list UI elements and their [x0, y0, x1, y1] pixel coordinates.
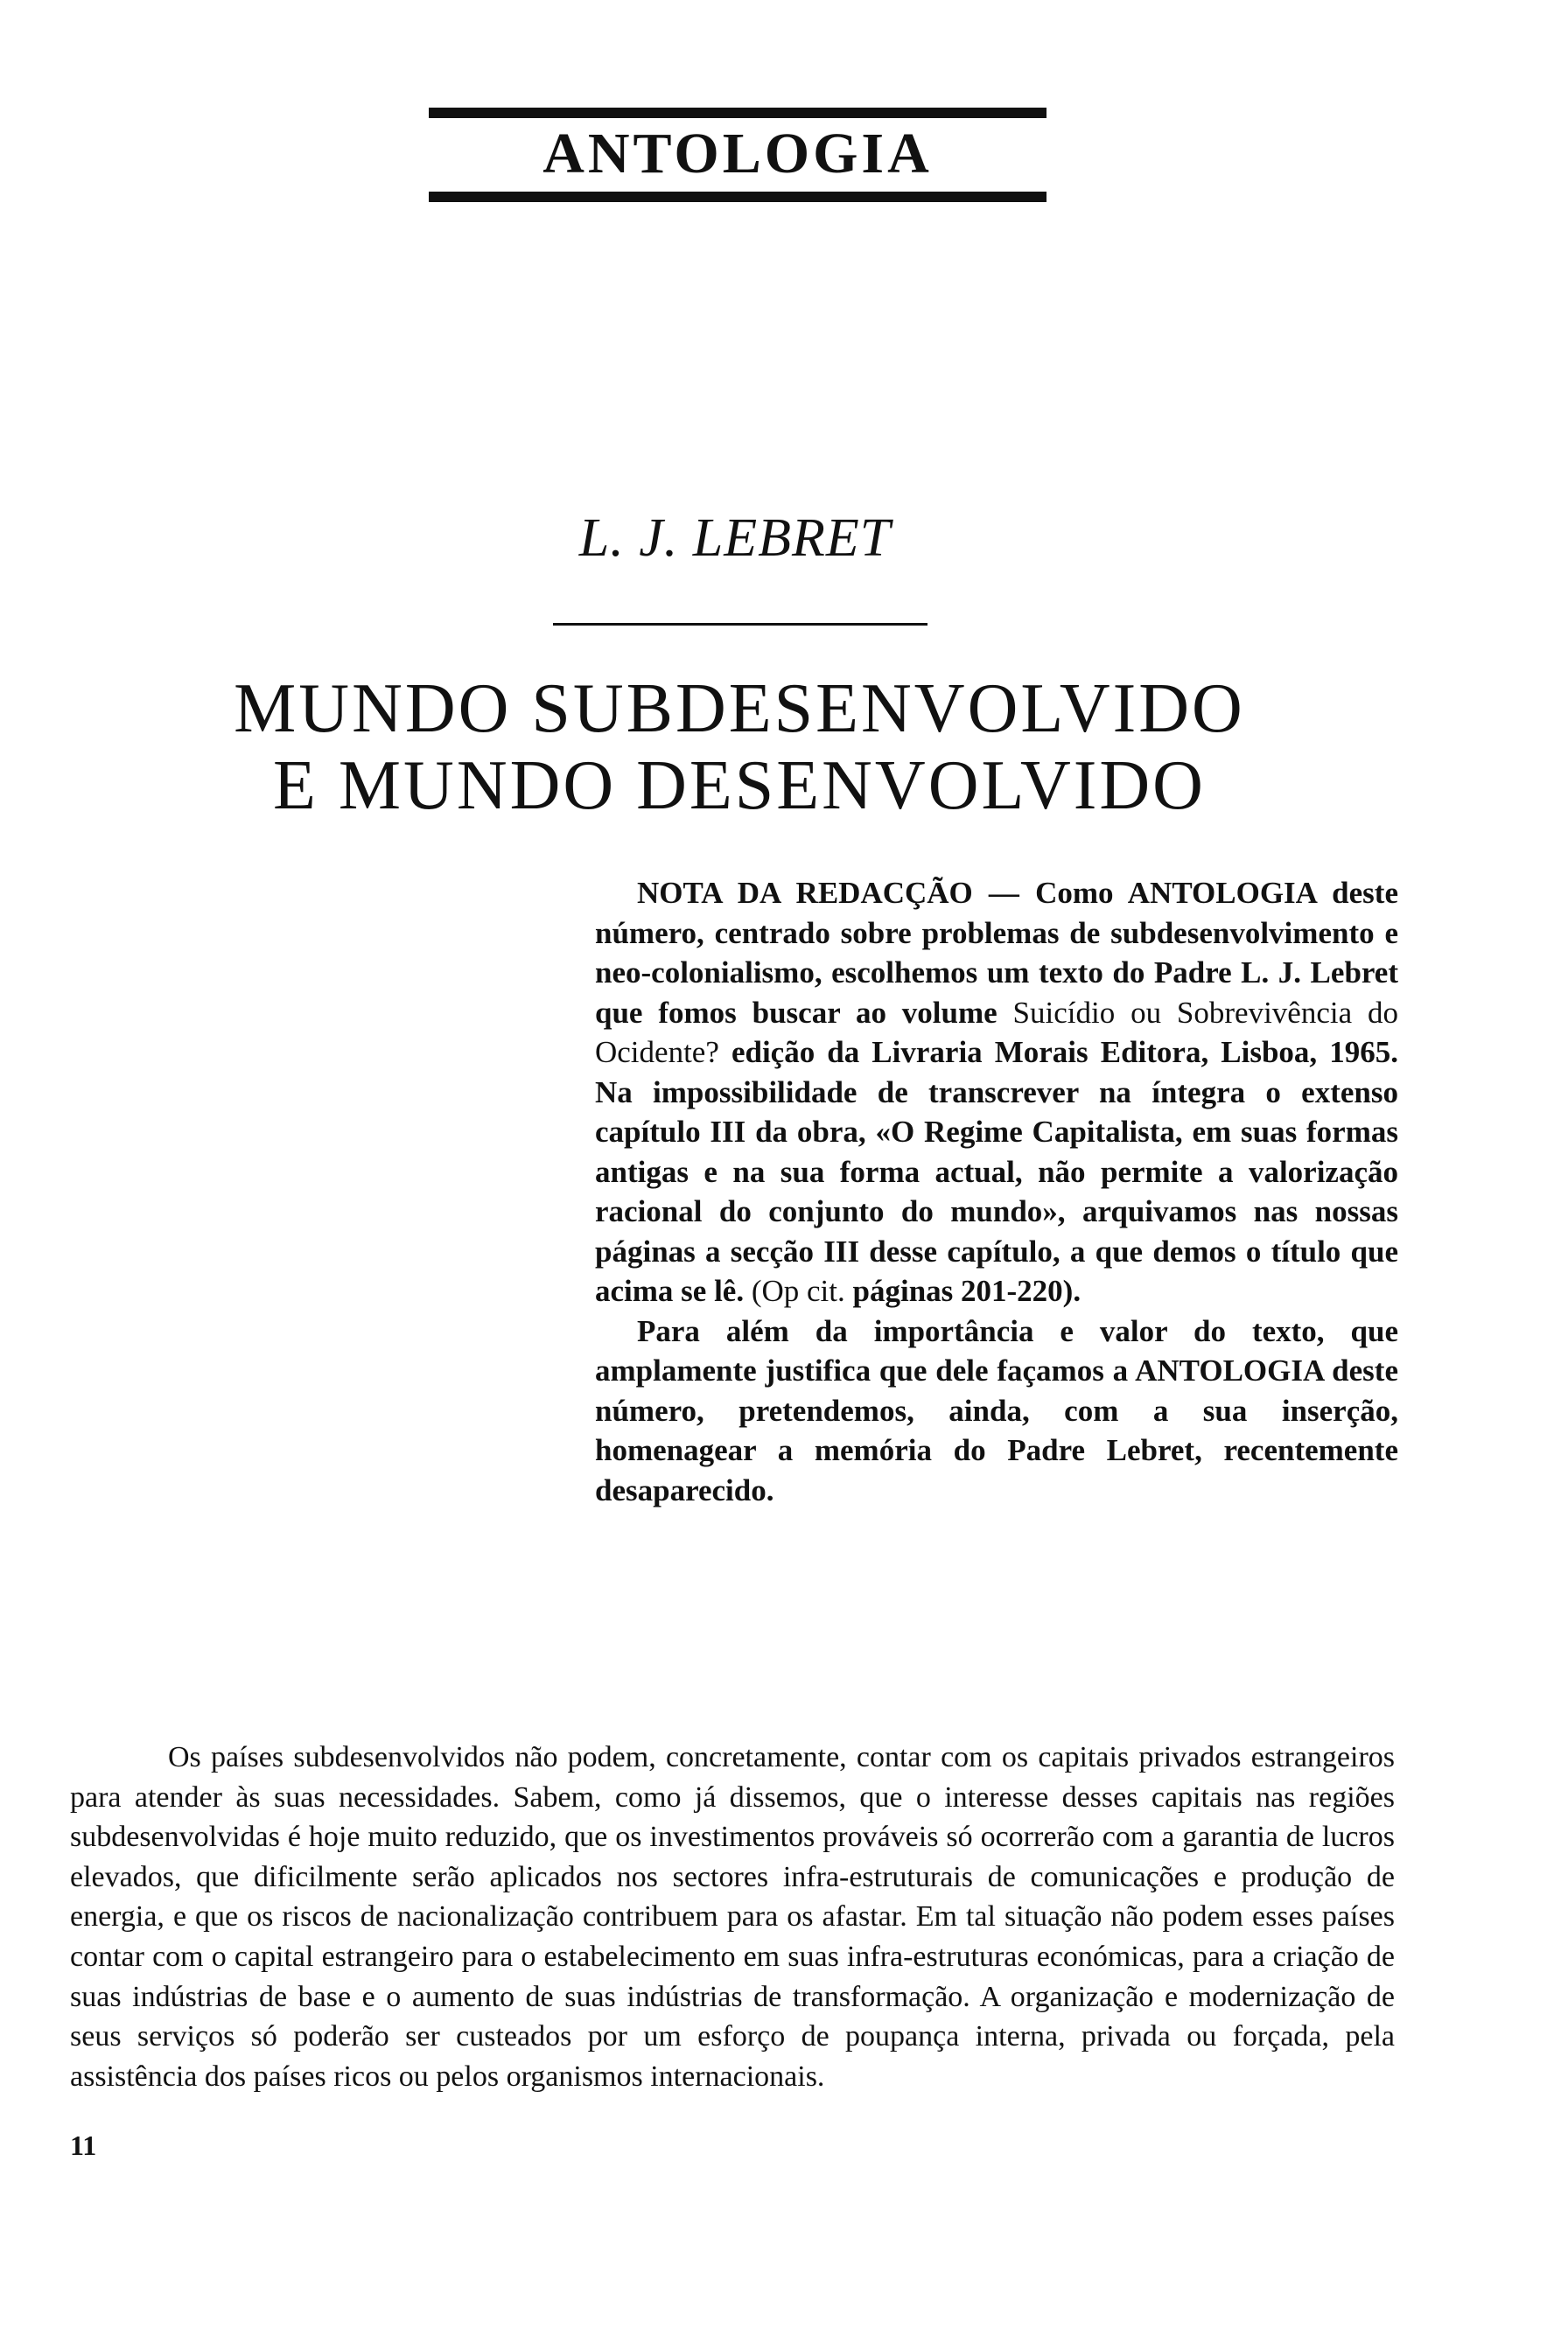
article-title-line-2: E MUNDO DESENVOLVIDO [273, 747, 1206, 824]
author-name: L. J. LEBRET [578, 508, 892, 568]
author-divider [553, 623, 928, 626]
editor-note-paragraph-1 [595, 873, 1398, 1311]
article-title-line-1: MUNDO SUBDESENVOLVIDO [234, 670, 1245, 747]
section-title: ANTOLOGIA [542, 122, 933, 185]
editor-note [595, 873, 1398, 1510]
citation-ref: (Op cit. [751, 1274, 845, 1308]
page-number: 11 [70, 2130, 97, 2161]
editor-note-text-c: páginas 201-220). [844, 1274, 1082, 1308]
editor-note-text-b: edição da Livraria Morais Editora, Lisboa, 1965. Na impossibilidade de transcrever na íntegra o extenso capítulo III da obra, «O Regime Capitalista, em suas formas antigas e na sua forma actual, não permite a valorização racional do conjunto do mundo», arquivamos nas nossas páginas a secção III desse capítulo, a que demos o título que acima se lê. [595, 1035, 1398, 1308]
book-title: Suicídio ou Sobrevivência do Ocidente? [595, 995, 1398, 1069]
editor-note-paragraph-2: Para além da importância e valor do texto, que amplamente justifica que dele façamos a ANTOLOGIA deste número, pretendemos, ainda, com a sua inserção, homenagear a memória do Padre Lebret, recentemente desaparecido. [595, 1313, 1398, 1507]
header-rule-bottom [429, 192, 1046, 202]
editor-note-text-a: NOTA DA REDACÇÃO — Como ANTOLOGIA deste número, centrado sobre problemas de subdesenvolvimento e neo-colonialismo, escolhemos um texto do Padre L. J. Lebret que fomos buscar ao volume [595, 876, 1398, 1030]
body-paragraph: Os países subdesenvolvidos não podem, concretamente, contar com os capitais privados estrangeiros para atender às suas necessidades. Sabem, como já dissemos, que o interesse desses capitais nas regiões subdesenvolvidas é hoje muito reduzido, que os investimentos prováveis só ocorrerão com a garantia de lucros elevados, que dificilmente serão aplicados nos sectores infra-estruturais de comunicações e produção de energia, e que os riscos de nacionalização contribuem para os afastar. Em tal situação não podem esses países contar com o capital estrangeiro para o estabelecimento em suas infra-estruturas económicas, para a criação de suas indústrias de base e o aumento de suas indústrias de transformação. A organização e modernização de seus serviços só poderão ser custeados por um esforço de poupança interna, privada ou forçada, pela assistência dos países ricos ou pelos organismos internacionais. [70, 1741, 1395, 2093]
